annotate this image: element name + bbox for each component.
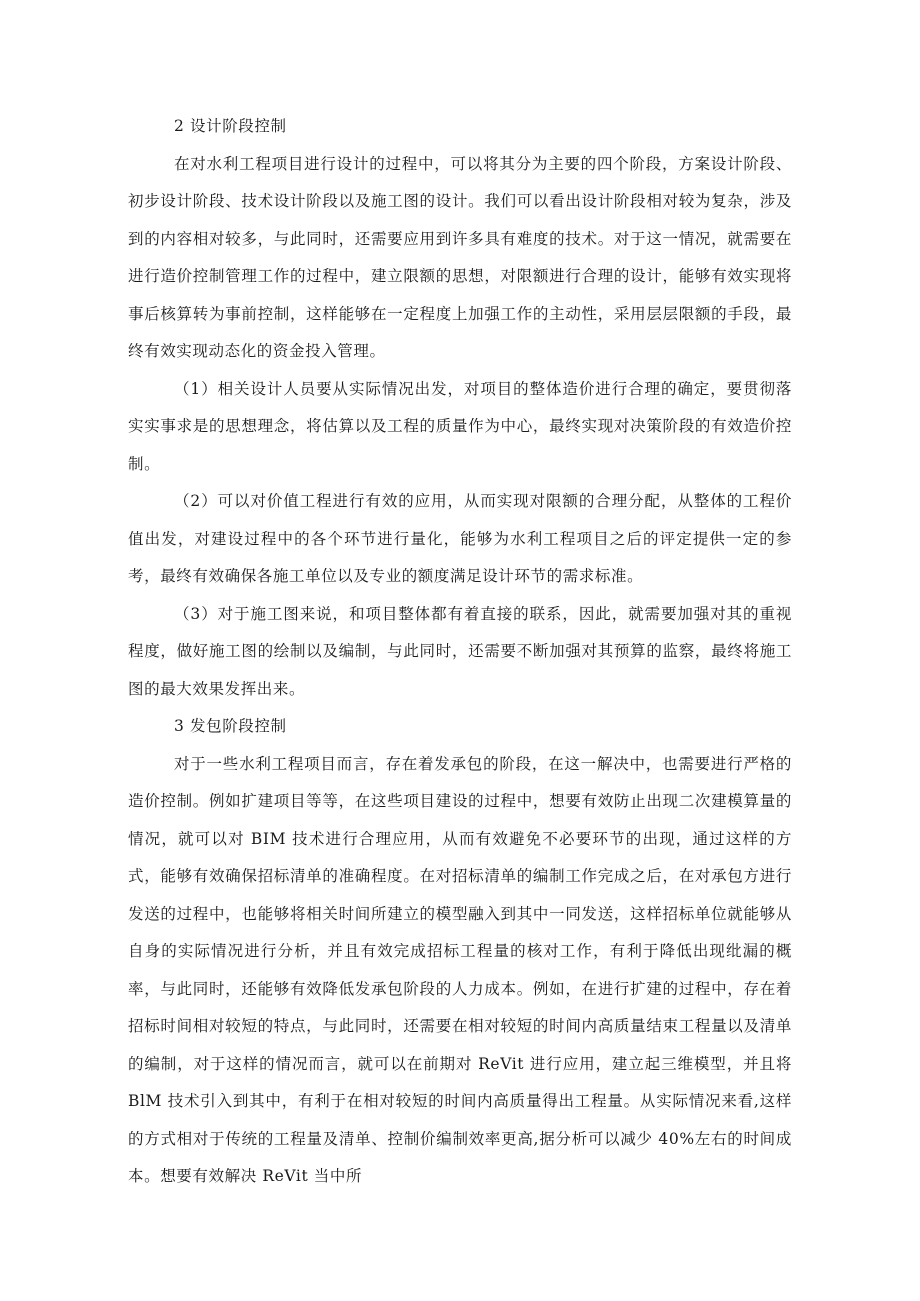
section-2-heading: 2 设计阶段控制 bbox=[174, 117, 287, 135]
document-body bbox=[128, 108, 792, 1196]
section-2-item-1-paragraph: （1）相关设计人员要从实际情况出发，对项目的整体造价进行合理的确定，要贯彻落实实事求是的思想理念，将估算以及工程的质量作为中心，最终实现对决策阶段的有效造价控制。 bbox=[128, 379, 792, 473]
section-3-body-paragraph: 对于一些水利工程项目而言，存在着发承包的阶段，在这一解决中，也需要进行严格的造价控制。例如扩建项目等等，在这些项目建设的过程中，想要有效防止出现二次建模算量的情况，就可以对 BIM 技术进行合理应用，从而有效避免不必要环节的出现，通过这样的方式，能够有效确保招标清单的准确程度。在对招标清单的编制工作完成之后，在对承包方进行发送的过程中，也能够将相关时间所建立的模型融入到其中一同发送，这样招标单位就能够从自身的实际情况进行分析，并且有效完成招标工程量的核对工作，有利于降低出现纰漏的概率，与此同时，还能够有效降低发承包阶段的人力成本。例如，在进行扩建的过程中，存在着招标时间相对较短的特点，与此同时，还需要在相对较短的时间内高质量结束工程量以及清单的编制，对于这样的情况而言，就可以在前期对 ReVit 进行应用，建立起三维模型，并且将 BlM 技术引入到其中，有利于在相对较短的时间内高质量得出工程量。从实际情况来看,这样的方式相对于传统的工程量及清单、控制价编制效率更高,据分析可以减少 40%左右的时间成本。想要有效解决 ReVit 当中所 bbox=[128, 754, 792, 1185]
section-2-intro-paragraph: 在对水利工程项目进行设计的过程中，可以将其分为主要的四个阶段，方案设计阶段、初步设计阶段、技术设计阶段以及施工图的设计。我们可以看出设计阶段相对较为复杂，涉及到的内容相对较多，与此同时，还需要应用到许多具有难度的技术。对于这一情况，就需要在进行造价控制管理工作的过程中，建立限额的思想，对限额进行合理的设计，能够有效实现将事后核算转为事前控制，这样能够在一定程度上加强工作的主动性，采用层层限额的手段，最终有效实现动态化的资金投入管理。 bbox=[128, 154, 792, 360]
section-3-heading: 3 发包阶段控制 bbox=[174, 717, 287, 735]
section-2-item-3-paragraph: （3）对于施工图来说，和项目整体都有着直接的联系，因此，就需要加强对其的重视程度，做好施工图的绘制以及编制，与此同时，还需要不断加强对其预算的监察，最终将施工图的最大效果发挥出来。 bbox=[128, 604, 792, 698]
section-2-item-2-paragraph: （2）可以对价值工程进行有效的应用，从而实现对限额的合理分配，从整体的工程价值出发，对建设过程中的各个环节进行量化，能够为水利工程项目之后的评定提供一定的参考，最终有效确保各施工单位以及专业的额度满足设计环节的需求标准。 bbox=[128, 492, 792, 585]
